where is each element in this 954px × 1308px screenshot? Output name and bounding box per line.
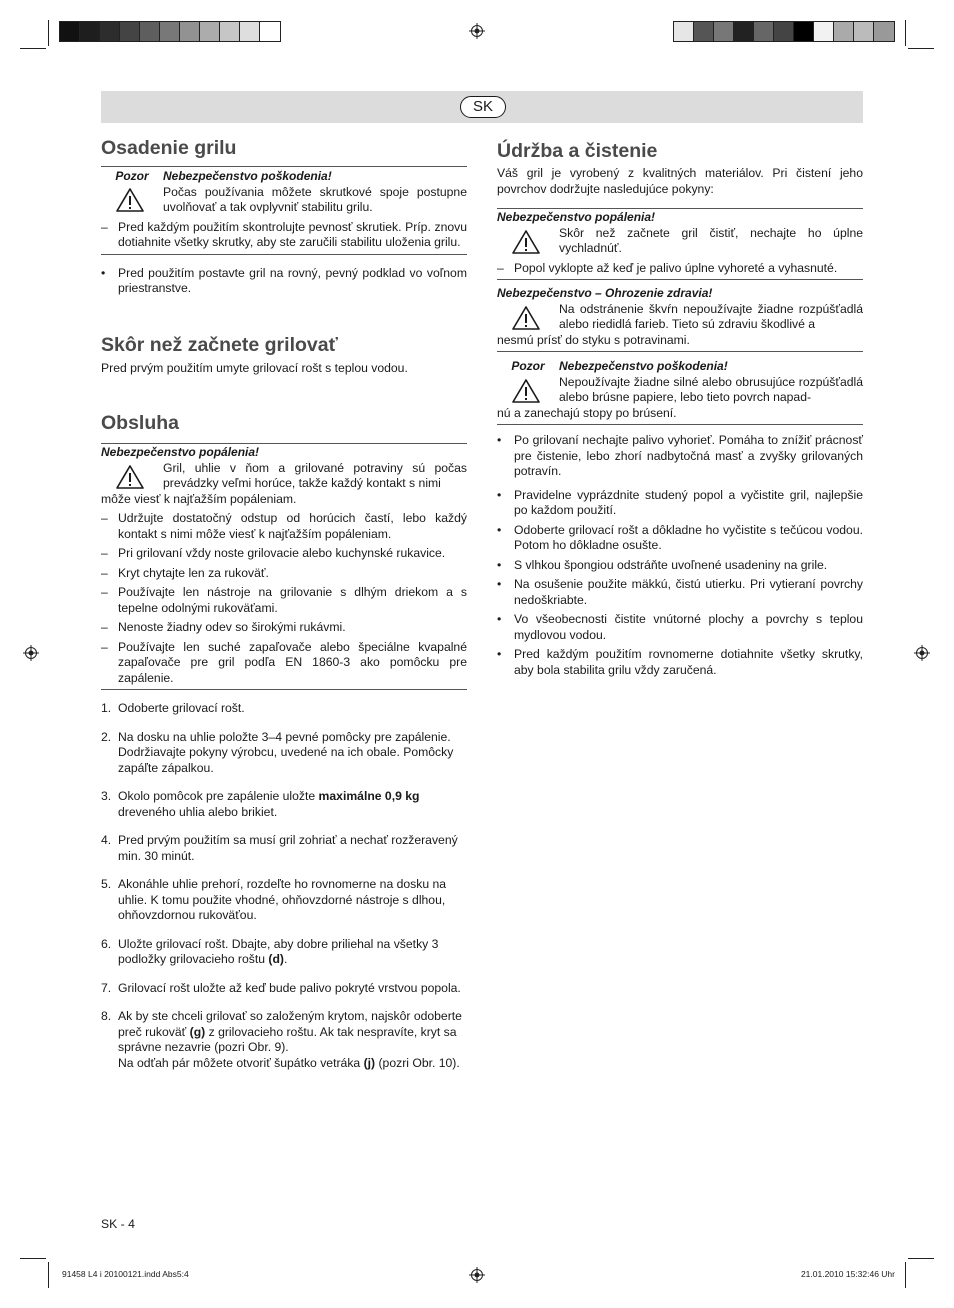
color-swatch — [854, 22, 874, 41]
warning-title: Nebezpečenstvo popálenia! — [101, 445, 260, 459]
registration-mark-icon — [469, 1267, 485, 1283]
step-item: 7. Grilovací rošt uložte až keď bude palivo pokryté vrstvou popola. — [101, 980, 461, 995]
color-swatch — [814, 22, 834, 41]
crop-mark — [20, 48, 46, 49]
crop-mark — [905, 1262, 906, 1288]
warning-title: Nebezpečenstvo – Ohrozenie zdravia! — [497, 286, 713, 300]
warning-text: Skôr než začnete gril čistiť, nechajte ho úplne vychladnúť. — [559, 225, 863, 255]
color-swatch — [694, 22, 714, 41]
warning-triangle-icon — [511, 305, 541, 331]
warning-triangle-icon — [115, 464, 145, 490]
step-item: 8. Ak by ste chceli grilovať so založeným krytom, najskôr odoberte preč rukoväť (g) z grilovacieho roštu. Ak tak nespravíte, kryt sa správne nezavrie (pozri Obr. 9). Na odťah pár môžete otvoriť šupátko vetráka (j) (pozri Obr. 10). — [101, 1009, 462, 1070]
step-item: 1. Odoberte grilovací rošt. — [101, 701, 245, 715]
file-slug: 91458 L4 i 20100121.indd Abs5:4 — [62, 1269, 189, 1279]
warning-text: Gril, uhlie v ňom a grilované potraviny sú počas prevádzky veľmi horúce, takže každý kontakt s nimi — [163, 460, 467, 490]
warning-box-burn — [497, 208, 863, 280]
warning-title: Nebezpečenstvo poškodenia! — [559, 359, 728, 373]
page-number: SK - 4 — [101, 1217, 135, 1231]
crop-mark — [48, 20, 49, 46]
warning-triangle-icon — [511, 229, 541, 255]
language-badge: SK — [460, 96, 506, 118]
step-item: 6. Uložte grilovací rošt. Dbajte, aby dobre priliehal na všetky 3 podložky grilovacieho roštu (d). — [101, 936, 439, 966]
paragraph: Pred prvým použitím umyte grilovací rošt s teplou vodou. — [101, 360, 408, 375]
color-swatch — [140, 22, 160, 41]
color-swatch — [60, 22, 80, 41]
warning-box-damage — [497, 358, 863, 425]
warning-text: Nepoužívajte žiadne silné alebo obrusujúce rozpúšťadlá alebo brúsne papiere, lebo tieto povrch napad- — [559, 374, 863, 404]
warning-triangle-icon — [115, 187, 145, 213]
list-item: – Nenoste žiadny odev so širokými rukávmi. — [101, 620, 467, 636]
list-item: – Pri grilovaní vždy noste grilovacie alebo kuchynské rukavice. — [101, 546, 467, 562]
list-item: • Na osušenie použite mäkkú, čistú utierku. Pri vytieraní povrchy nedoškriabte. — [497, 577, 863, 608]
color-swatch — [100, 22, 120, 41]
list-item: – Kryt chytajte len za rukoväť. — [101, 566, 467, 582]
warning-text: Počas používania môžete skrutkové spoje postupne uvolňovať a tak ovplyvniť stabilitu grilu. — [163, 184, 467, 214]
color-swatch — [160, 22, 180, 41]
step-item: 3. Okolo pomôcok pre zapálenie uložte maximálne 0,9 kg dreveného uhlia alebo brikiet. — [101, 789, 420, 819]
step-item: 4. Pred prvým použitím sa musí gril zohriať a nechať rozžeravený min. 30 minút. — [101, 833, 458, 863]
color-swatch — [754, 22, 774, 41]
list-item: – Popol vyklopte až keď je palivo úplne vyhoreté a vyhasnuté. — [497, 261, 863, 277]
list-item: – Používajte len nástroje na grilovanie s dlhým driekom a s tepelne odolnými rukoväťami. — [101, 585, 467, 616]
section-title-osadenie: Osadenie grilu — [101, 137, 237, 159]
registration-mark-icon — [469, 23, 485, 39]
list-item: • Vo všeobecnosti čistite vnútorné plochy a povrchy s teplou mydlovou vodou. — [497, 612, 863, 643]
color-bar-right — [673, 21, 895, 42]
warning-text: nesmú prísť do styku s potravinami. — [497, 332, 690, 347]
warning-label: Pozor — [511, 359, 545, 373]
color-swatch — [674, 22, 694, 41]
left-column — [101, 130, 467, 1071]
crop-mark — [20, 1258, 46, 1259]
warning-text: Na odstránenie škvŕn nepoužívajte žiadne rozpúšťadlá alebo riedidlá farieb. Tieto sú zdraviu škodlivé a — [559, 301, 863, 331]
list-item: • Odoberte grilovací rošt a dôkladne ho vyčistite s tečúcou vodou. Potom ho dôkladne osušte. — [497, 523, 863, 554]
warning-title: Nebezpečenstvo poškodenia! — [163, 169, 332, 183]
crop-mark — [908, 48, 934, 49]
registration-mark-icon — [914, 645, 930, 661]
list-item: – Udržujte dostatočný odstup od horúcich častí, lebo každý kontakt s nimi môže viesť k najťažším popáleniam. — [101, 511, 467, 542]
date-slug: 21.01.2010 15:32:46 Uhr — [800, 1269, 895, 1279]
color-swatch — [714, 22, 734, 41]
color-swatch — [874, 22, 894, 41]
color-swatch — [734, 22, 754, 41]
registration-mark-icon — [23, 645, 39, 661]
color-bar-left — [59, 21, 281, 42]
list-item: • Pred použitím postavte gril na rovný, pevný podklad vo voľnom priestranstve. — [101, 266, 467, 297]
warning-box-burn — [101, 443, 467, 690]
color-swatch — [80, 22, 100, 41]
list-item: – Používajte len suché zapaľovače alebo špeciálne kvapalné zapaľovače pre gril podľa EN 1860-3 ako pomôcku pre zapálenie. — [101, 640, 467, 687]
paragraph: Váš gril je vyrobený z kvalitných materiálov. Pri čistení jeho povrchov dodržujte nasledujúce pokyny: — [497, 166, 863, 196]
list-item: • Po grilovaní nechajte palivo vyhorieť. Pomáha to znížiť prácnosť pre čistenie, lebo zhorí nadbytočná masť a zvyšky grilovaných potravín. — [497, 433, 863, 480]
list-item: • Pravidelne vyprázdnite studený popol a vyčistite gril, najlepšie po každom použití. — [497, 488, 863, 519]
step-item: 2. Na dosku na uhlie položte 3–4 pevné pomôcky pre zapálenie. Dodržiavajte pokyny výrobcu, uvedené na ich obale. Pomôcky zapáľte zápalkou. — [101, 729, 454, 775]
crop-mark — [905, 20, 906, 46]
section-title-udrzba: Údržba a čistenie — [497, 140, 658, 162]
warning-text: môže viesť k najťažším popáleniam. — [101, 491, 297, 506]
color-swatch — [834, 22, 854, 41]
color-swatch — [794, 22, 814, 41]
color-swatch — [200, 22, 220, 41]
warning-triangle-icon — [511, 378, 541, 404]
color-swatch — [120, 22, 140, 41]
warning-label: Pozor — [115, 169, 149, 183]
warning-box-damage — [101, 166, 467, 255]
step-item: 5. Akonáhle uhlie prehorí, rozdeľte ho rovnomerne na dosku na uhlie. K tomu použite vhodné, ohňovzdorné nástroje s dlhou, ohňovzdornou rukoväťou. — [101, 877, 447, 922]
right-column — [497, 130, 863, 678]
section-title-skor: Skôr než začnete grilovať — [101, 333, 338, 356]
color-swatch — [220, 22, 240, 41]
color-swatch — [774, 22, 794, 41]
crop-mark — [48, 1262, 49, 1288]
color-swatch — [260, 22, 280, 41]
list-item: • Pred každým použitím rovnomerne dotiahnite všetky skrutky, aby bola stabilita grilu vždy zaručená. — [497, 647, 863, 678]
warning-box-health — [497, 285, 863, 352]
section-title-obsluha: Obsluha — [101, 412, 180, 434]
crop-mark — [908, 1258, 934, 1259]
list-item: – Pred každým použitím skontrolujte pevnosť skrutiek. Príp. znovu dotiahnite všetky skrutky, aby ste zaručili stabilitu uloženia grilu. — [101, 220, 467, 251]
color-swatch — [240, 22, 260, 41]
color-swatch — [180, 22, 200, 41]
warning-title: Nebezpečenstvo popálenia! — [497, 210, 656, 224]
warning-text: nú a zanechajú stopy po brúsení. — [497, 405, 677, 420]
list-item: • S vlhkou špongiou odstráňte uvoľnené usadeniny na grile. — [497, 558, 863, 574]
